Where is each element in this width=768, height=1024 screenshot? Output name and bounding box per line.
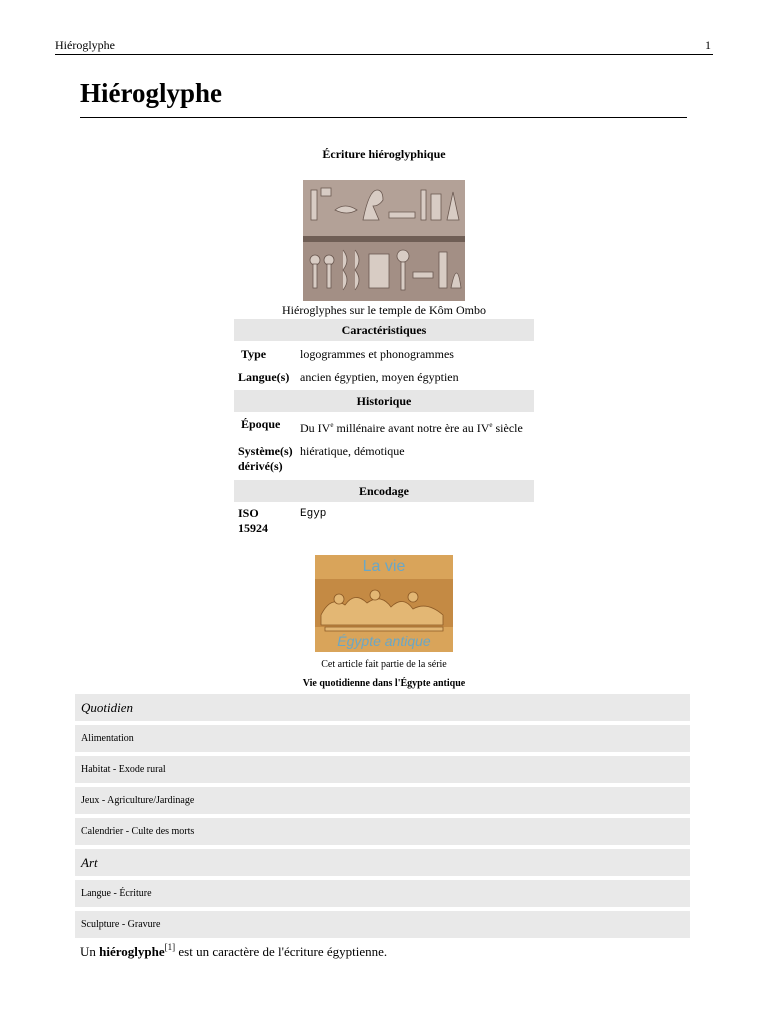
navbox-item[interactable]: Langue - Écriture — [75, 880, 690, 907]
series-title: Vie quotidienne dans l'Égypte antique — [302, 678, 466, 689]
reference-link[interactable]: [1] — [164, 942, 176, 952]
running-title: Hiéroglyphe — [55, 38, 115, 52]
epoch-value: Du IVe millénaire avant notre ère au IVe siècle — [300, 421, 523, 435]
running-header — [55, 37, 713, 55]
iso-value: Egyp — [300, 508, 327, 520]
navbox-item[interactable]: Alimentation — [75, 725, 690, 752]
series-caption: Cet article fait partie de la série — [321, 659, 447, 670]
derived-systems-value: hiératique, démotique — [300, 444, 405, 458]
hieroglyphs-photo — [303, 180, 465, 301]
navbox-item[interactable]: Habitat - Exode rural — [75, 756, 690, 783]
section-encoding: Encodage — [234, 480, 534, 502]
navbox-item[interactable]: Jeux - Agriculture/Jardinage — [75, 787, 690, 814]
series-banner-text-bottom: Égypte antique — [337, 633, 431, 649]
title-divider — [80, 117, 687, 118]
navbox-heading: Art — [75, 849, 690, 876]
navbox-item[interactable]: Sculpture - Gravure — [75, 911, 690, 938]
page-title: Hiéroglyphe — [80, 78, 223, 108]
derived-systems-label: Système(s) dérivé(s) — [238, 444, 293, 473]
series-banner-image — [315, 555, 453, 652]
iso-label: ISO 15924 — [238, 506, 268, 535]
intro-paragraph: Un hiéroglyphe[1] est un caractère de l'écriture égyptienne. — [80, 942, 388, 959]
languages-value: ancien égyptien, moyen égyptien — [300, 370, 459, 384]
infobox-image-caption: Hiéroglyphes sur le temple de Kôm Ombo — [282, 303, 486, 317]
page-number: 1 — [705, 38, 711, 52]
navbox-item[interactable]: Calendrier - Culte des morts — [75, 818, 690, 845]
languages-label: Langue(s) — [238, 370, 290, 384]
section-history: Historique — [234, 390, 534, 412]
section-characteristics: Caractéristiques — [234, 319, 534, 341]
intro-term: hiéroglyphe — [99, 944, 165, 959]
infobox-title: Écriture hiéroglyphique — [322, 147, 446, 161]
epoch-label: Époque — [241, 417, 281, 431]
series-banner-text-top: La vie — [362, 558, 406, 575]
navbox-heading: Quotidien — [75, 694, 690, 721]
type-label: Type — [241, 347, 267, 361]
type-value: logogrammes et phonogrammes — [300, 347, 454, 361]
